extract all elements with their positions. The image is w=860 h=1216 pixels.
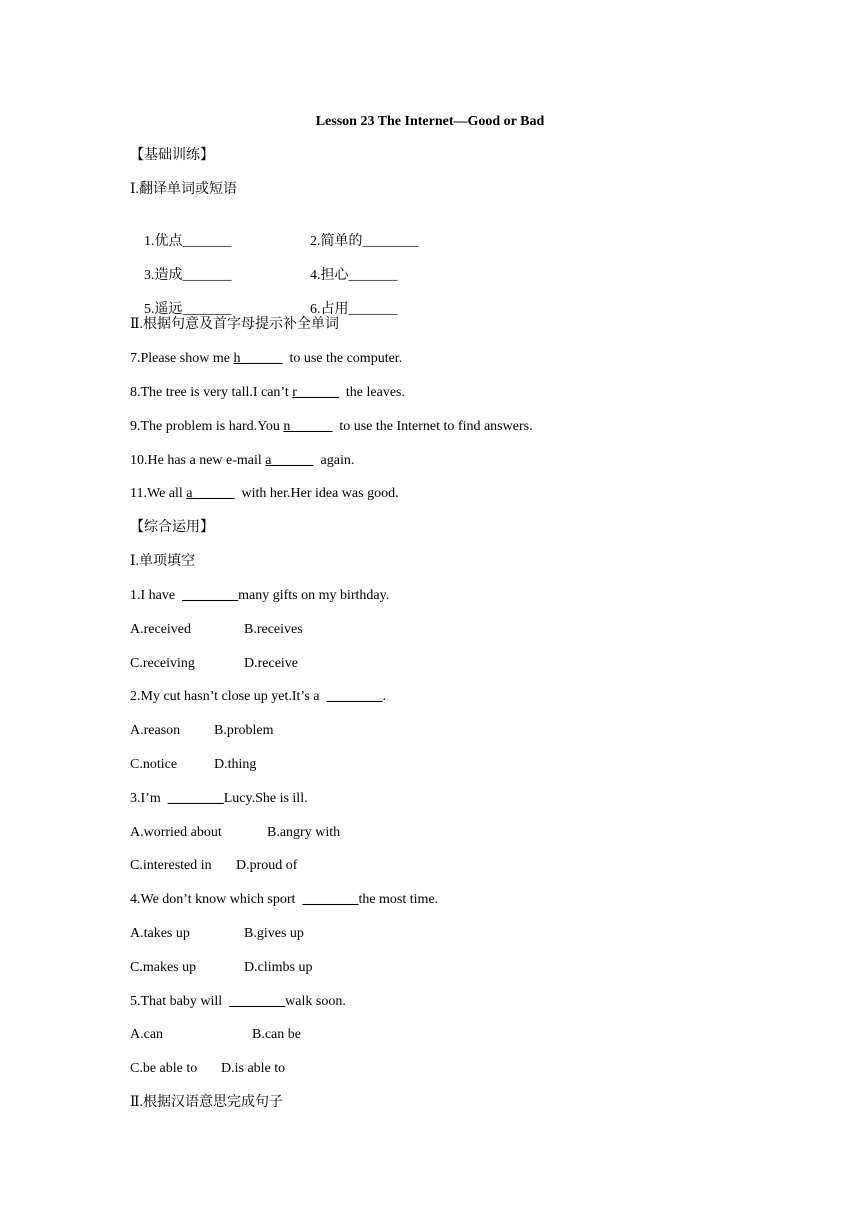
fill-text: 11.We all <box>130 486 187 501</box>
fill-blank: n______ <box>283 419 333 434</box>
option: D.proud of <box>236 858 298 873</box>
fill-blank: a______ <box>186 486 235 501</box>
fill-text: 8.The tree is very tall.I can’t <box>130 385 293 400</box>
part-heading-complete-sentences: Ⅱ.根据汉语意思完成句子 <box>130 1095 284 1110</box>
option: D.thing <box>214 757 257 772</box>
option: A.can <box>130 1027 164 1042</box>
page-title: Lesson 23 The Internet—Good or Bad <box>315 114 545 129</box>
part-heading-fill: Ⅱ.根据句意及首字母提示补全单词 <box>130 317 340 332</box>
question-text: 2.My cut hasn’t close up yet.It’s a <box>130 689 327 704</box>
part-heading-choice: Ⅰ.单项填空 <box>130 554 196 569</box>
option: B.angry with <box>267 825 341 840</box>
fill-text: again. <box>313 453 355 468</box>
question <box>130 790 308 808</box>
question-blank: ________ <box>182 588 239 603</box>
question-text: Lucy.She is ill. <box>223 791 308 806</box>
fill-text: 7.Please show me <box>130 351 234 366</box>
question <box>130 891 438 909</box>
option: A.reason <box>130 723 181 738</box>
question-blank: ________ <box>326 689 383 704</box>
vocab-left: 5.遥远_______ <box>144 302 232 317</box>
option: A.worried about <box>130 825 222 840</box>
option: C.notice <box>130 757 178 772</box>
option: D.receive <box>244 656 299 671</box>
fill-blank: h______ <box>233 351 283 366</box>
option: B.receives <box>244 622 303 637</box>
question <box>130 993 346 1011</box>
question <box>130 688 386 706</box>
option: C.be able to <box>130 1061 198 1076</box>
option: D.is able to <box>221 1061 286 1076</box>
option: B.can be <box>252 1027 301 1042</box>
question <box>130 587 389 605</box>
question-text: the most time. <box>358 892 439 907</box>
fill-text: the leaves. <box>338 385 405 400</box>
question-text: 5.That baby will <box>130 994 230 1009</box>
option: A.received <box>130 622 192 637</box>
fill-item <box>130 350 402 368</box>
fill-text: 10.He has a new e-mail <box>130 453 266 468</box>
vocab-right: 4.担心_______ <box>310 268 398 283</box>
fill-item <box>130 418 533 436</box>
question-text: 3.I’m <box>130 791 168 806</box>
vocab-right: 6.占用_______ <box>310 302 398 317</box>
option: B.gives up <box>244 926 304 941</box>
fill-text: to use the Internet to find answers. <box>332 419 533 434</box>
fill-text: 9.The problem is hard.You <box>130 419 284 434</box>
vocab-left: 3.造成_______ <box>144 268 232 283</box>
option: C.makes up <box>130 960 197 975</box>
option: D.climbs up <box>244 960 313 975</box>
option: B.problem <box>214 723 274 738</box>
part-heading-translate: Ⅰ.翻译单词或短语 <box>130 182 238 197</box>
option: C.receiving <box>130 656 195 671</box>
vocab-left: 1.优点_______ <box>144 234 232 249</box>
fill-item <box>130 384 405 402</box>
fill-blank: r______ <box>292 385 339 400</box>
section-heading-comprehensive: 【综合运用】 <box>130 520 214 535</box>
fill-item <box>130 485 399 503</box>
question-text: many gifts on my birthday. <box>238 588 390 603</box>
question-text: 1.I have <box>130 588 183 603</box>
fill-text: to use the computer. <box>282 351 403 366</box>
question-text: 4.We don’t know which sport <box>130 892 303 907</box>
vocab-right: 2.简单的________ <box>310 234 419 249</box>
section-heading-basic: 【基础训练】 <box>130 148 214 163</box>
fill-item <box>130 452 354 470</box>
fill-text: with her.Her idea was good. <box>234 486 399 501</box>
option: A.takes up <box>130 926 190 941</box>
question-blank: ________ <box>167 791 224 806</box>
option: C.interested in <box>130 858 212 873</box>
question-blank: ________ <box>229 994 286 1009</box>
fill-blank: a______ <box>265 453 314 468</box>
question-text: walk soon. <box>285 994 346 1009</box>
question-text: . <box>382 689 386 704</box>
question-blank: ________ <box>302 892 359 907</box>
